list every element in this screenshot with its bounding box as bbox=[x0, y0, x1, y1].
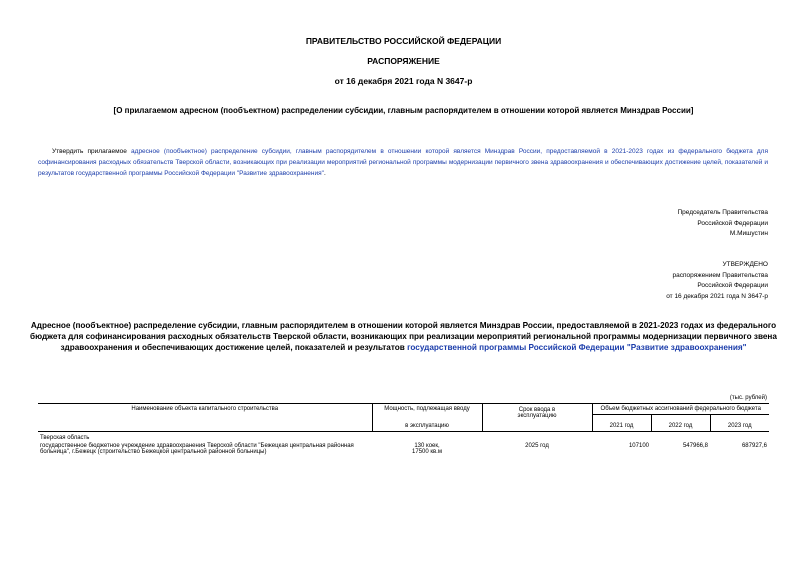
appendix-title-text: Адресное (пообъектное) распределение субсидии, главным распорядителем в отношении которой является Минздрав России, предоставляемой в 2021-2023 годах из федерального бюджета для софинансирования расходных обязательств Тверской области, возникающих при реализации мероприятий региональной программы модернизации первичного звена здравоохранения и обеспечивающих достижение целей, показателей и результатов bbox=[30, 321, 777, 352]
table-row bbox=[38, 432, 769, 443]
approval-line: УТВЕРЖДЕНО bbox=[722, 261, 768, 268]
document-date-number: от 16 декабря 2021 года N 3647-р bbox=[334, 76, 473, 86]
header-2021: 2021 год bbox=[592, 415, 651, 432]
capacity-cell bbox=[372, 442, 482, 456]
value-2021-cell: 107100 bbox=[628, 443, 649, 449]
header-term: Срок ввода в эксплуатацию bbox=[482, 404, 592, 432]
value-2023-cell: 687927,6 bbox=[741, 443, 767, 449]
approval-block bbox=[666, 260, 768, 302]
body-lead: Утвердить прилагаемое bbox=[52, 148, 132, 155]
document-subject: [О прилагаемом адресном (пообъектном) распределении субсидии, главным распорядителем в отношении которой является Минздрав России] bbox=[113, 106, 694, 115]
body-link[interactable]: адресное (пообъектное) распределение субсидии, главным распорядителем в отношении которой является Минздрав России, предоставляемой в 2021-2023 годах из федерального бюджета для софинансирования расходных обязательств Тверской области, возникающих при реализации мероприятий региональной программы модернизации первичного звена здравоохранения и обеспечивающих достижение целей, показателей и результатов государственной программы Российской Федерации "Развитие здравоохранения" bbox=[38, 148, 768, 177]
appendix-title-link[interactable]: государственной программы Российской Федерации "Развитие здравоохранения" bbox=[407, 343, 747, 352]
approval-line: от 16 декабря 2021 года N 3647-р bbox=[666, 292, 768, 300]
government-title: ПРАВИТЕЛЬСТВО РОССИЙСКОЙ ФЕДЕРАЦИИ bbox=[305, 36, 502, 46]
term-cell: 2025 год bbox=[525, 443, 549, 449]
approval-line: Российской Федерации bbox=[697, 282, 768, 289]
body-paragraph bbox=[38, 146, 768, 179]
capacity-area: 17500 кв.м bbox=[412, 449, 442, 455]
distribution-table bbox=[38, 403, 769, 456]
value-2022-cell: 547966,8 bbox=[682, 443, 708, 449]
appendix-title bbox=[30, 320, 777, 353]
signature-block bbox=[677, 208, 768, 240]
table-header-row bbox=[38, 404, 769, 415]
header-capacity: Мощность, подлежащая вводу bbox=[372, 404, 482, 415]
header-name: Наименование объекта капитального строительства bbox=[38, 404, 372, 432]
signature-line: Российской Федерации bbox=[697, 219, 768, 227]
signature-name: М.Мишустин bbox=[729, 230, 768, 237]
header-2023: 2023 год bbox=[710, 415, 769, 432]
region-cell: Тверская область bbox=[38, 432, 769, 443]
capacity-beds: 130 коек, bbox=[414, 443, 440, 449]
approval-line: распоряжением Правительства bbox=[672, 271, 768, 279]
signature-line: Председатель Правительства bbox=[677, 209, 768, 216]
header-budget: Объем бюджетных ассигнований федерального бюджета bbox=[592, 404, 769, 415]
table-row bbox=[38, 442, 769, 456]
header-2022: 2022 год bbox=[651, 415, 710, 432]
body-end: . bbox=[323, 170, 326, 177]
object-name-cell: государственное бюджетное учреждение здравоохранения Тверской области "Бежецкая центральная районная больница", г.Бежецк (строительство Бежецкой центральной районной больницы) bbox=[40, 443, 354, 455]
header-capacity-cont: в эксплуатацию bbox=[372, 415, 482, 432]
units-note: (тыс. рублей) bbox=[729, 395, 767, 401]
document-type: РАСПОРЯЖЕНИЕ bbox=[367, 56, 440, 66]
